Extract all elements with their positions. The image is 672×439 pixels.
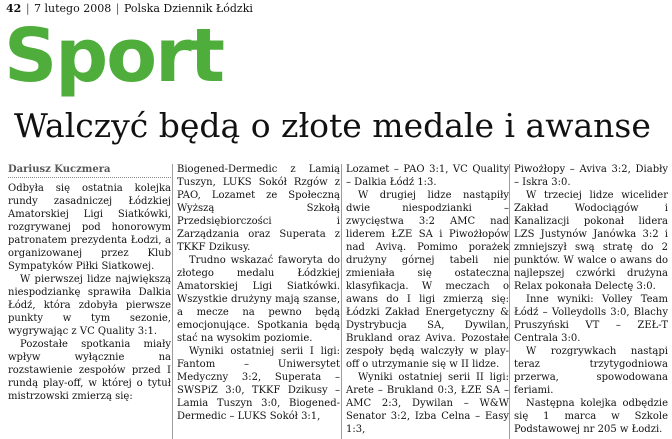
- paragraph: Inne wyniki: Volley Team Łódź – Volleydolls 3:0, Blachy Pruszyński VT – ZEŁ-T Centrala 3:0.: [514, 294, 668, 344]
- header-separator: |: [115, 2, 120, 15]
- paragraph: Lozamet – PAO 3:1, VC Quality – Dalkia Łódź 1:3.: [346, 164, 509, 188]
- publication-name: Polska Dziennik Łódzki: [123, 2, 253, 15]
- paragraph: W rozgrywkach nastąpi teraz trzytygodniowa przerwa, spowodowana feriami.: [514, 346, 668, 396]
- paragraph: W drugiej lidze nastąpiły dwie niespodzianki – zwycięstwa 3:2 AMC nad liderem ŁZE SA i Piwożłopów nad Avivą. Pomimo porażek drużyny górnej tabeli nie zmieniała się ostateczna klasyfikacja. W meczach o awans do I ligi zmierzą się: Łódzki Zakład Energetyczny & Dystrybucja SA, Dywilan, Brukland oraz Aviva. Pozostałe zespoły będą walczyły w play-off o utrzymanie się w II lidze.: [346, 190, 509, 370]
- header-separator: |: [25, 2, 30, 15]
- article-column-3: [346, 163, 509, 436]
- column-divider: [172, 164, 173, 439]
- paragraph: Wyniki ostatniej serii I ligi: Fantom – Uniwersytet Medyczny 3:2, Superata – SWSPiZ 3:0, TKKF Dzikusy – Lamia Tuszyn 3:0, Biogened-Dermedic – LUKS Sokół 3:1,: [177, 346, 340, 422]
- author-byline: Dariusz Kuczmera: [8, 163, 171, 178]
- article-column-1: [8, 163, 171, 403]
- paragraph: Następna kolejka odbędzie się 1 marca w Szkole Podstawowej nr 205 w Łodzi.: [514, 398, 668, 435]
- paragraph: W pierwszej lidze największą niespodziankę sprawiła Dalkia Łódź, która zdobyła pierwsze punkty w tym sezonie, wygrywając z VC Quality 3:1.: [8, 274, 171, 337]
- issue-date: 7 lutego 2008: [34, 2, 112, 15]
- paragraph: W trzeciej lidze wicelider Zakład Wodociągów i Kanalizacji pokonał lidera LZS Justynów Janówka 3:2 i zmniejszył swą stratę do 2 punktów. W walce o awans do najlepszej czwórki drużyna Relax pokonała Delectę 3:0.: [514, 190, 668, 292]
- paragraph: Odbyła się ostatnia kolejka rundy zasadniczej Łódzkiej Amatorskiej Ligi Siatkówki, rozgrywanej pod honorowym patronatem prezydenta Łodzi, a organizowanej przez Klub Sympatyków Piłki Siatkowej.: [8, 183, 171, 272]
- paragraph: Pozostałe spotkania miały wpływ wyłącznie na rozstawienie zespołów przed I rundą play-off, w której o tytuł mistrzowski zmierzą się:: [8, 339, 171, 402]
- article-headline: Walczyć będą o złote medale i awanse: [14, 106, 651, 145]
- article-column-4: [514, 163, 668, 436]
- paragraph: Trudno wskazać faworyta do złotego medalu Łódzkiej Amatorskiej Ligi Siatkówki. Wszystkie drużyny mają szanse, a mecze na pewno będą emocjonujące. Spotkania będą stać na wysokim poziomie.: [177, 255, 340, 344]
- page-number: 42: [6, 2, 22, 15]
- paragraph: Biogened-Dermedic z Lamią Tuszyn, LUKS Sokół Rzgów z PAO, Lozamet ze Społeczną Wyższą Szkołą Przedsiębiorczości i Zarządzania oraz Superata z TKKF Dzikusy.: [177, 164, 340, 253]
- article-column-2: [177, 163, 340, 423]
- paragraph: Wyniki ostatniej serii II ligi: Arete – Brukland 0:3, ŁZE SA – AMC 2:3, Dywilan – W&W Senator 3:2, Izba Celna – Easy 1:3,: [346, 372, 509, 435]
- paragraph: Piwożłopy – Aviva 3:2, Diabły – Iskra 3:0.: [514, 164, 668, 188]
- column-divider: [341, 164, 342, 439]
- column-divider: [509, 164, 510, 439]
- section-title: Sport: [4, 13, 223, 99]
